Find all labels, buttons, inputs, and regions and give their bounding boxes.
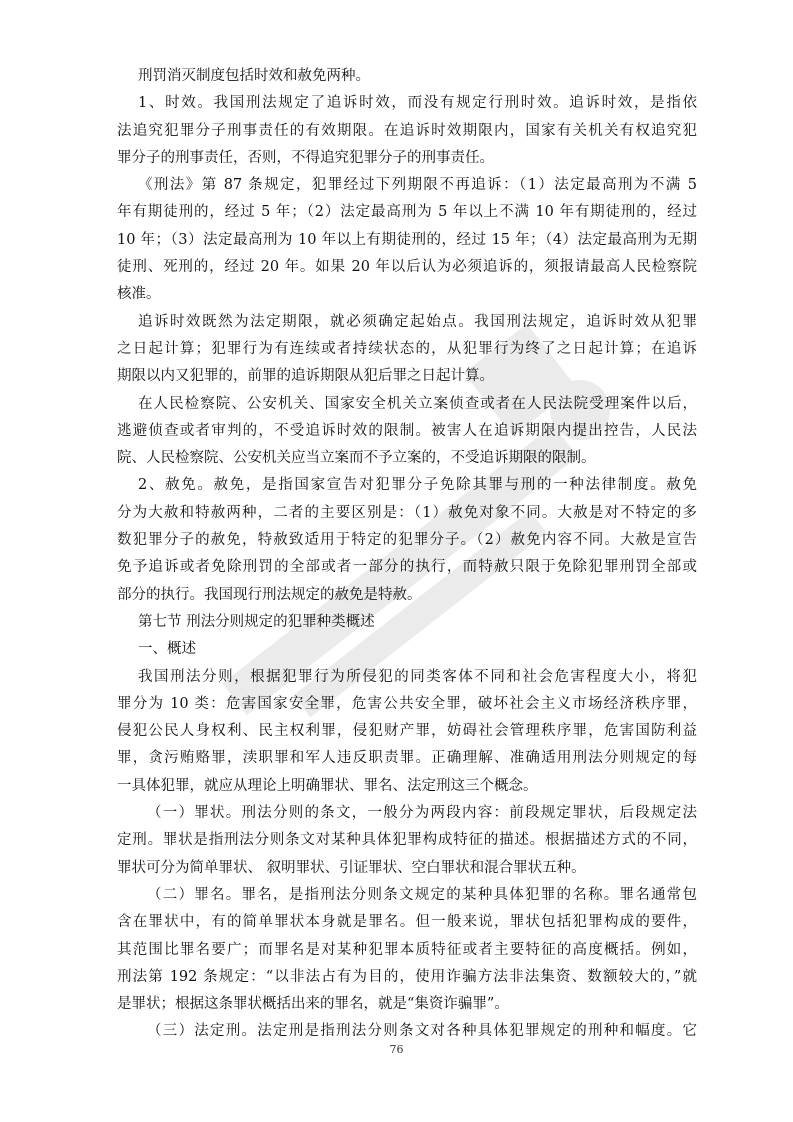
text-line: 逃避侦查或者审判的，不受追诉时效的限制。被害人在追诉期限内提出控告，人民法	[117, 422, 697, 439]
text-line: 罪分子的刑事责任，否则，不得追究犯罪分子的刑事责任。	[117, 149, 494, 166]
text-line: 部分的执行。我国现行刑法规定的赦免是特赦。	[117, 586, 422, 603]
page-number: 76	[389, 1043, 404, 1056]
text-line: 1、时效。我国刑法规定了追诉时效，而没有规定行刑时效。追诉时效，是指依	[138, 95, 697, 112]
text-line: 一具体犯罪，就应从理论上明确罪状、罪名、法定刑这三个概念。	[117, 777, 538, 794]
text-line: 核准。	[117, 286, 161, 303]
text-line: 罪分为 10 类：危害国家安全罪，危害公共安全罪，破坏社会主义市场经济秩序罪，	[117, 695, 697, 712]
text-line: 数犯罪分子的赦免，特赦致适用于特定的犯罪分子。（2）赦免内容不同。大赦是宣告	[117, 532, 697, 549]
text-line: 定刑。罪状是指刑法分则条文对某种具体犯罪构成特征的描述。根据描述方式的不同，	[117, 832, 697, 849]
subsection-heading: 一、概述	[138, 641, 196, 658]
text-line: 含在罪状中，有的简单罪状本身就是罪名。但一般来说，罪状包括犯罪构成的要件，	[117, 914, 697, 931]
text-line: （三）法定刑。法定刑是指刑法分则条文对各种具体犯罪规定的刑种和幅度。它	[147, 1023, 697, 1040]
text-line: （二）罪名。罪名，是指刑法分则条文规定的某种具体犯罪的名称。罪名通常包	[147, 886, 697, 903]
text-line: 免予追诉或者免除刑罚的全部或者一部分的执行，而特赦只限于免除犯罪刑罚全部或	[117, 559, 697, 576]
text-line: 我国刑法分则，根据犯罪行为所侵犯的同类客体不同和社会危害程度大小，将犯	[138, 668, 697, 685]
text-line: 是罪状；根据这条罪状概括出来的罪名，就是“集资诈骗罪”。	[117, 996, 509, 1013]
text-line: 《刑法》第 87 条规定，犯罪经过下列期限不再追诉：（1）法定最高刑为不满 5	[138, 177, 697, 194]
text-line: 罪，贪污贿赂罪，渎职罪和军人违反职责罪。正确理解、准确适用刑法分则规定的每	[117, 750, 697, 767]
text-line: 其范围比罪名要广；而罪名是对某种犯罪本质特征或者主要特征的高度概括。例如，	[117, 941, 697, 958]
text-line: 2、赦免。赦免，是指国家宣告对犯罪分子免除其罪与刑的一种法律制度。赦免	[138, 477, 697, 494]
text-line: 期限以内又犯罪的，前罪的追诉期限从犯后罪之日起计算。	[117, 368, 494, 385]
text-line: 侵犯公民人身权利、民主权利罪，侵犯财产罪，妨碍社会管理秩序罪，危害国防利益	[117, 723, 697, 740]
text-line: 罪状可分为简单罪状、 叙明罪状、引证罪状、空白罪状和混合罪状五种。	[117, 859, 586, 876]
text-line: 之日起计算；犯罪行为有连续或者持续状态的，从犯罪行为终了之日起计算；在追诉	[117, 340, 697, 357]
text-line: 在人民检察院、公安机关、国家安全机关立案侦查或者在人民法院受理案件以后，	[138, 395, 697, 412]
text-line: 10 年；（3）法定最高刑为 10 年以上有期徒刑的，经过 15 年；（4）法定最高刑为无期	[117, 231, 697, 248]
text-line: 刑罚消灭制度包括时效和赦免两种。	[138, 68, 370, 84]
section-heading: 第七节 刑法分则规定的犯罪种类概述	[138, 613, 375, 630]
text-line: 追诉时效既然为法定期限，就必须确定起始点。我国刑法规定，追诉时效从犯罪	[138, 313, 697, 330]
text-line: （一）罪状。刑法分则的条文，一般分为两段内容：前段规定罪状，后段规定法	[147, 805, 697, 822]
text-line: 法追究犯罪分子刑事责任的有效期限。在追诉时效期限内，国家有关机关有权追究犯	[117, 122, 697, 139]
text-line: 院、人民检察院、公安机关应当立案而不予立案的，不受追诉期限的限制。	[117, 450, 596, 467]
text-line: 年有期徒刑的，经过 5 年；（2）法定最高刑为 5 年以上不满 10 年有期徒刑的，经过	[117, 204, 697, 221]
text-line: 分为大赦和特赦两种，二者的主要区别是：（1）赦免对象不同。大赦是对不特定的多	[117, 504, 697, 521]
text-line: 刑法第 192 条规定：“以非法占有为目的，使用诈骗方法非法集资、数额较大的，”就	[117, 968, 697, 985]
text-line: 徒刑、死刑的，经过 20 年。如果 20 年以后认为必须追诉的，须报请最高人民检察院	[117, 259, 697, 276]
document-body	[117, 63, 697, 1046]
